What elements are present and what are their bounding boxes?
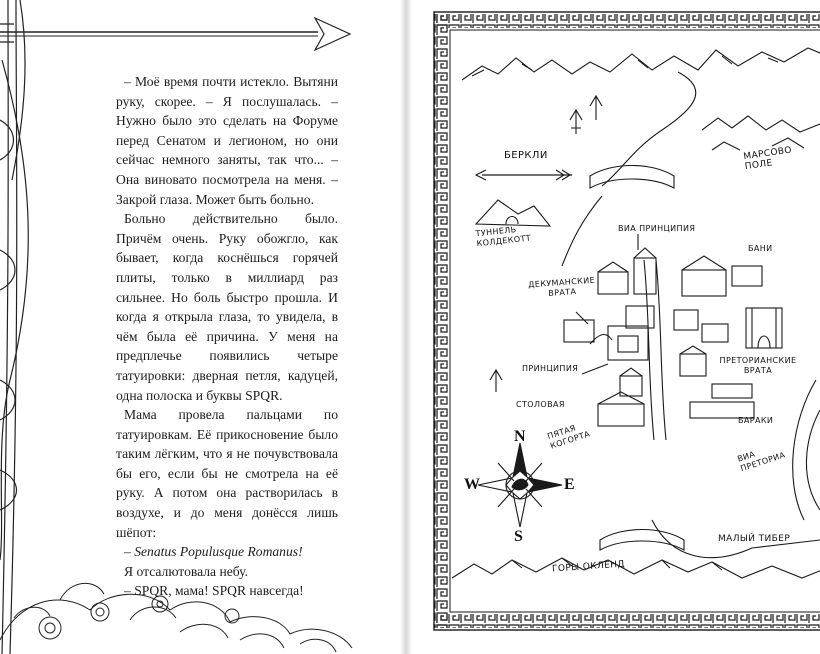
left-page xyxy=(0,0,400,654)
paragraph: Больно действительно было. Причём очень. Руку обожгло, как бывает, когда коснёшься горячей плиты, только в миллиард раз сильнее. Но боль быстро прошла. И когда я открыла глаза, то увидела, в чём была её причина. У меня на предплечье появились четыре татуировки: дверная петля, кадуцей, одна полоска и буквы SPQR. xyxy=(116,211,338,403)
right-page xyxy=(412,0,820,654)
map-label-mess-hall: СТОЛОВАЯ xyxy=(516,400,565,409)
paragraph: Я отсалютовала небу. xyxy=(124,563,249,579)
compass-east: E xyxy=(564,476,575,493)
paragraph: – SPQR, мама! SPQR навсегда! xyxy=(124,583,304,599)
map-label-little-tiber: МАЛЫЙ ТИБЕР xyxy=(718,534,791,544)
book-gutter xyxy=(400,0,412,654)
compass-west: W xyxy=(464,476,480,493)
map-label-praetorian-gate: ПРЕТОРИАНСКИЕ ВРАТА xyxy=(719,356,797,375)
map-label-field-of-mars: МАРСОВО ПОЛЕ xyxy=(742,145,793,173)
map-label-via-principia: ВИА ПРИНЦИПИЯ xyxy=(618,224,696,233)
map-label-tunnel: ТУННЕЛЬ КОЛДЕКОТТ xyxy=(475,224,532,249)
paragraph: – Моё время почти истекло. Вытяни руку, скорее. – Я послушалась. – Нужно было это сделать на Форуме перед Сенатом и легионом, но они сейчас немного заняты, так что... – Она виновато посмотрела на меня. – Закрой глаза. Может быть больно. xyxy=(116,74,338,207)
story-text xyxy=(116,72,338,601)
map-label-principia: ПРИНЦИПИЯ xyxy=(522,364,579,373)
map-label-baths: БАНИ xyxy=(748,244,773,253)
paragraph: – Senatus Populusque Romanus! xyxy=(124,544,303,560)
map-label-fifth-cohort: ПЯТАЯ КОГОРТА xyxy=(546,423,592,451)
compass-north: N xyxy=(514,428,526,445)
map-label-via-praetoria: ВИА ПРЕТОРИА xyxy=(736,449,787,474)
map-label-barracks: БАРАКИ xyxy=(738,416,774,425)
map-label-oakland-hills: ГОРЫ ОКЛЕНД xyxy=(551,559,626,575)
map-label-decuman-gate: ДЕКУМАНСКИЕ ВРАТА xyxy=(527,275,596,298)
compass-south: S xyxy=(514,528,523,545)
camp-jupiter-map xyxy=(412,0,820,654)
map-label-berkeley: БЕРКЛИ xyxy=(504,150,548,161)
paragraph: Мама провела пальцами по татуировкам. Её прикосновение было таким лёгким, что я не почувствовала бы его, если бы не смотрела на её руку. А потом она растворилась в воздухе, и до меня донёсся лишь шёпот: xyxy=(116,407,338,540)
